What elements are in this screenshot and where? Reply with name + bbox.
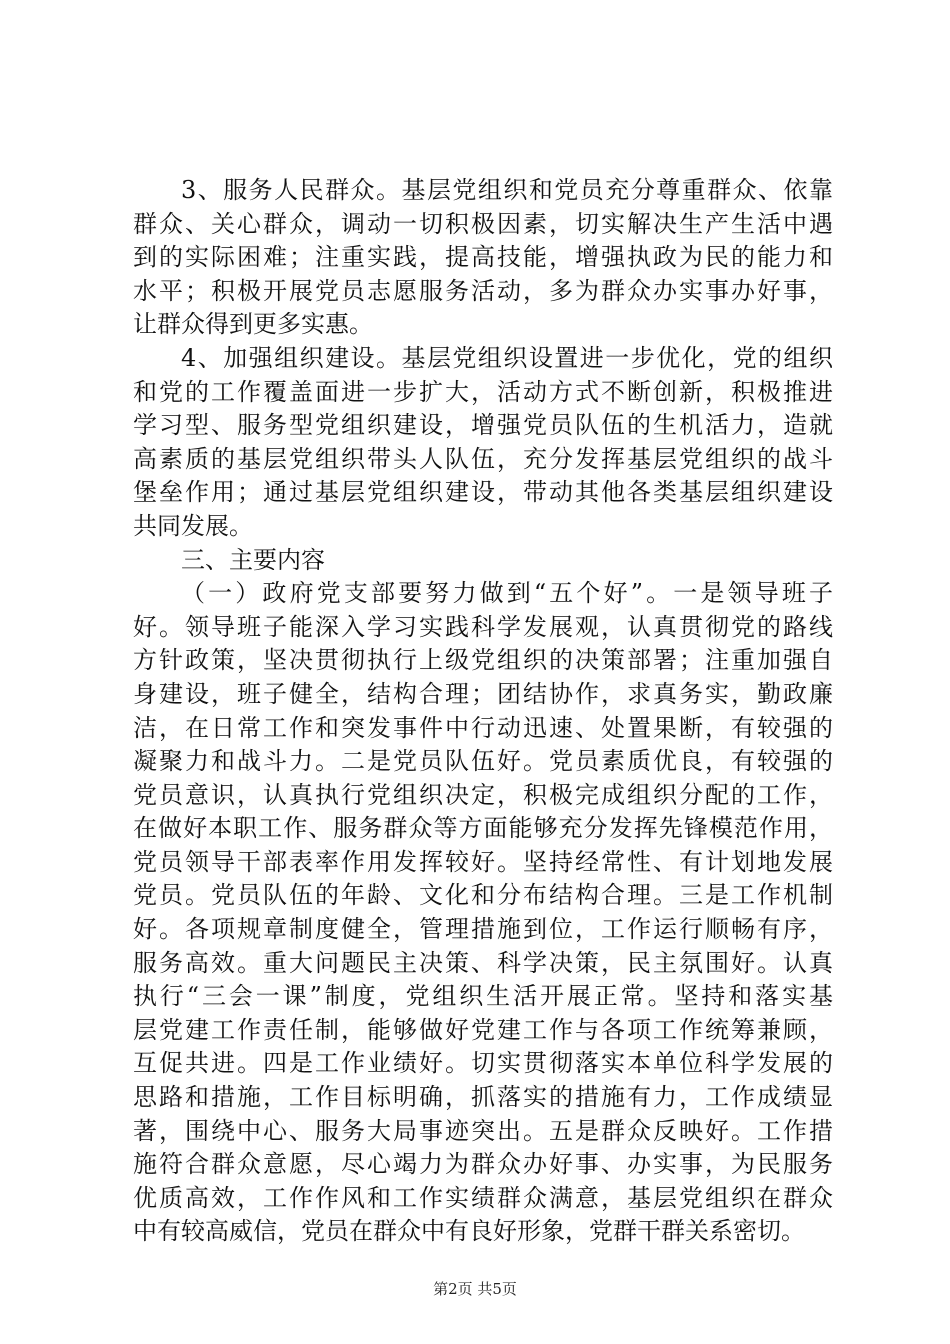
paragraph-line: 党员。党员队伍的年龄、文化和分布结构合理。三是工作机制	[133, 881, 833, 910]
paragraph-line: 让群众得到更多实惠。	[133, 310, 373, 339]
paragraph-line: 方针政策，坚决贯彻执行上级党组织的决策部署；注重加强自	[133, 646, 833, 675]
paragraph-line: 施符合群众意愿，尽心竭力为群众办好事、办实事，为民服务	[133, 1150, 833, 1179]
paragraph-line: 学习型、服务型党组织建设，增强党员队伍的生机活力，造就	[133, 411, 833, 440]
paragraph-line: 党员领导干部表率作用发挥较好。坚持经常性、有计划地发展	[133, 847, 833, 876]
paragraph-line: （一）政府党支部要努力做到“五个好”。一是领导班子	[181, 579, 833, 608]
paragraph-line: 互促共进。四是工作业绩好。切实贯彻落实本单位科学发展的	[133, 1049, 833, 1078]
paragraph-line: 4、加强组织建设。基层党组织设置进一步优化，党的组织	[181, 343, 833, 372]
paragraph-line: 层党建工作责任制，能够做好党建工作与各项工作统筹兼顾，	[133, 1015, 833, 1044]
paragraph-line: 思路和措施，工作目标明确，抓落实的措施有力，工作成绩显	[133, 1083, 833, 1112]
paragraph-line: 到的实际困难；注重实践，提高技能，增强执政为民的能力和	[133, 243, 833, 272]
page-number-footer: 第2页 共5页	[433, 1280, 517, 1298]
paragraph-line: 和党的工作覆盖面进一步扩大，活动方式不断创新，积极推进	[133, 377, 833, 406]
paragraph-line: 3、服务人民群众。基层党组织和党员充分尊重群众、依靠	[181, 176, 833, 204]
paragraph-line: 高素质的基层党组织带头人队伍，充分发挥基层党组织的战斗	[133, 444, 833, 473]
paragraph-line: 党员意识，认真执行党组织决定，积极完成组织分配的工作，	[133, 780, 833, 809]
paragraph-line: 共同发展。	[133, 511, 253, 540]
paragraph-line: 群众、关心群众，调动一切积极因素，切实解决生产生活中遇	[133, 209, 833, 238]
paragraph-line: 好。各项规章制度健全，管理措施到位，工作运行顺畅有序，	[133, 915, 833, 944]
paragraph-line: 优质高效，工作作风和工作实绩群众满意，基层党组织在群众	[133, 1183, 833, 1212]
paragraph-line: 著，围绕中心、服务大局事迹突出。五是群众反映好。工作措	[133, 1116, 833, 1145]
paragraph-line: 服务高效。重大问题民主决策、科学决策，民主氛围好。认真	[133, 948, 833, 977]
section-heading: 三、主要内容	[181, 545, 325, 574]
paragraph-line: 在做好本职工作、服务群众等方面能够充分发挥先锋模范作用，	[133, 814, 833, 843]
paragraph-line: 堡垒作用；通过基层党组织建设，带动其他各类基层组织建设	[133, 478, 833, 507]
paragraph-line: 洁，在日常工作和突发事件中行动迅速、处置果断，有较强的	[133, 713, 833, 742]
paragraph-line: 中有较高威信，党员在群众中有良好形象，党群干群关系密切。	[133, 1217, 805, 1246]
document-body	[133, 174, 833, 1249]
paragraph-line: 身建设，班子健全，结构合理；团结协作，求真务实，勤政廉	[133, 679, 833, 708]
paragraph-line: 执行“三会一课”制度，党组织生活开展正常。坚持和落实基	[133, 982, 833, 1011]
paragraph-line: 好。领导班子能深入学习实践科学发展观，认真贯彻党的路线	[133, 612, 833, 641]
paragraph-line: 凝聚力和战斗力。二是党员队伍好。党员素质优良，有较强的	[133, 747, 833, 776]
paragraph-line: 水平；积极开展党员志愿服务活动，多为群众办实事办好事，	[133, 276, 833, 305]
